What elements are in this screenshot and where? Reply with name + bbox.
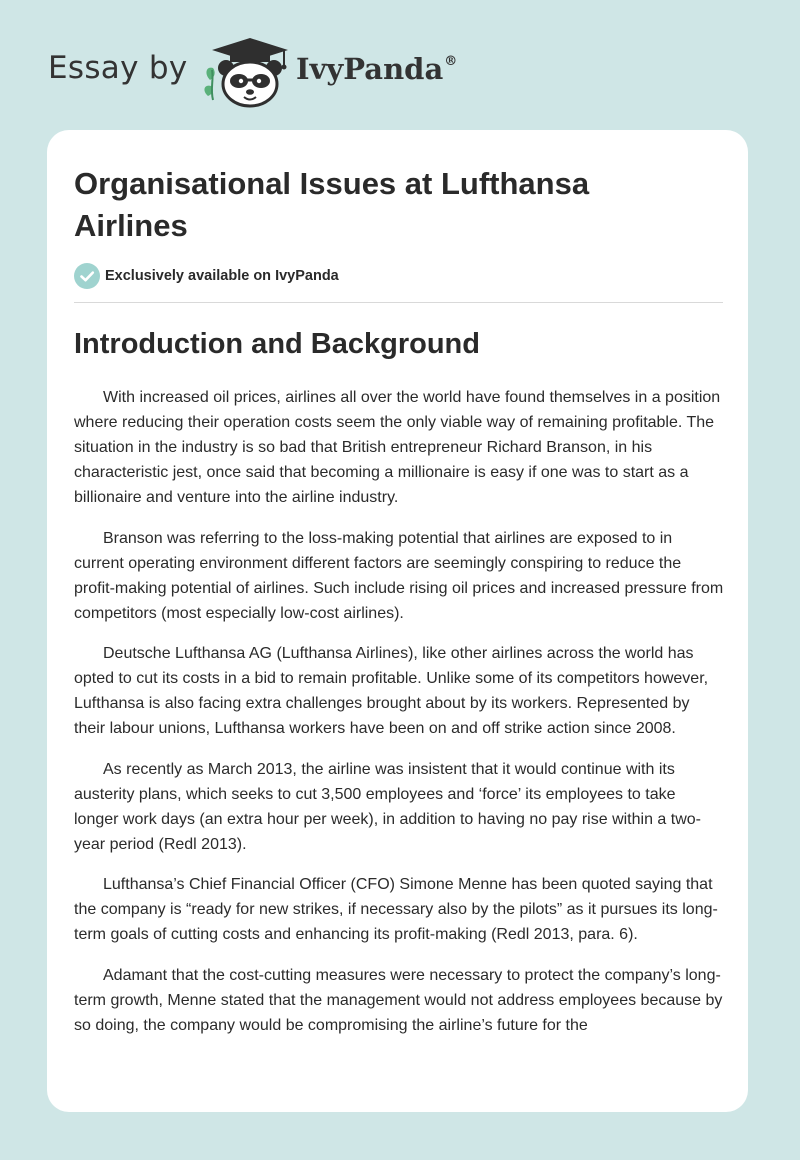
paragraph: Deutsche Lufthansa AG (Lufthansa Airlines), like other airlines across the world has opted to cut its costs in a bid to remain profitable. Unlike some of its competitors however, Lufthansa is also facing extra challenges brought about by its workers. Represented by their labour unions, Lufthansa workers have been on and off strike action since 2008. xyxy=(74,645,709,737)
paragraph: With increased oil prices, airlines all over the world have found themselves in a position where reducing their operation costs seem the only viable way of remaining profitable. The situation in the industry is so bad that British entrepreneur Richard Branson, in his characteristic jest, once said that becoming a millionaire is easy if one was to start as a billionaire and venture into the airline industry. xyxy=(74,389,721,506)
site-header xyxy=(0,0,800,130)
exclusive-badge xyxy=(74,263,339,289)
section-heading: Introduction and Background xyxy=(74,328,480,360)
article-body xyxy=(74,385,724,1053)
ivypanda-brand[interactable] xyxy=(296,52,457,86)
registered-mark: ® xyxy=(444,54,458,69)
exclusive-label: Exclusively available on IvyPanda xyxy=(105,268,339,284)
ivypanda-panda-logo-icon[interactable] xyxy=(200,36,294,108)
essay-by-label: Essay by xyxy=(48,50,188,86)
brand-name: IvyPanda xyxy=(296,52,444,86)
divider xyxy=(74,302,723,303)
paragraph: Branson was referring to the loss-making potential that airlines are exposed to in current operating environment different factors are seemingly conspiring to reduce the profit-making potential of airlines. Such include rising oil prices and increased pressure from competitors (most especially low-cost airlines). xyxy=(74,529,724,622)
paragraph: Lufthansa’s Chief Financial Officer (CFO) Simone Menne has been quoted saying that the company is “ready for new strikes, if necessary also by the pilots” as it pursues its long-term goals of cutting costs and enhancing its profit-making (Redl 2013, para. 6). xyxy=(74,876,718,943)
paragraph: Adamant that the cost-cutting measures were necessary to protect the company’s long-term growth, Menne stated that the management would not address employees because by so doing, the company would be compromising the airline’s future for the xyxy=(74,966,723,1034)
page-title: Organisational Issues at Lufthansa Airlines xyxy=(74,166,590,243)
checkmark-circle-icon xyxy=(74,263,100,289)
essay-card xyxy=(47,130,748,1112)
paragraph: As recently as March 2013, the airline was insistent that it would continue with its austerity plans, which seeks to cut 3,500 employees and ‘force’ its employees to take longer work days (an extra hour per week), in addition to having no pay rise within a two-year period (Redl 2013). xyxy=(74,760,701,853)
